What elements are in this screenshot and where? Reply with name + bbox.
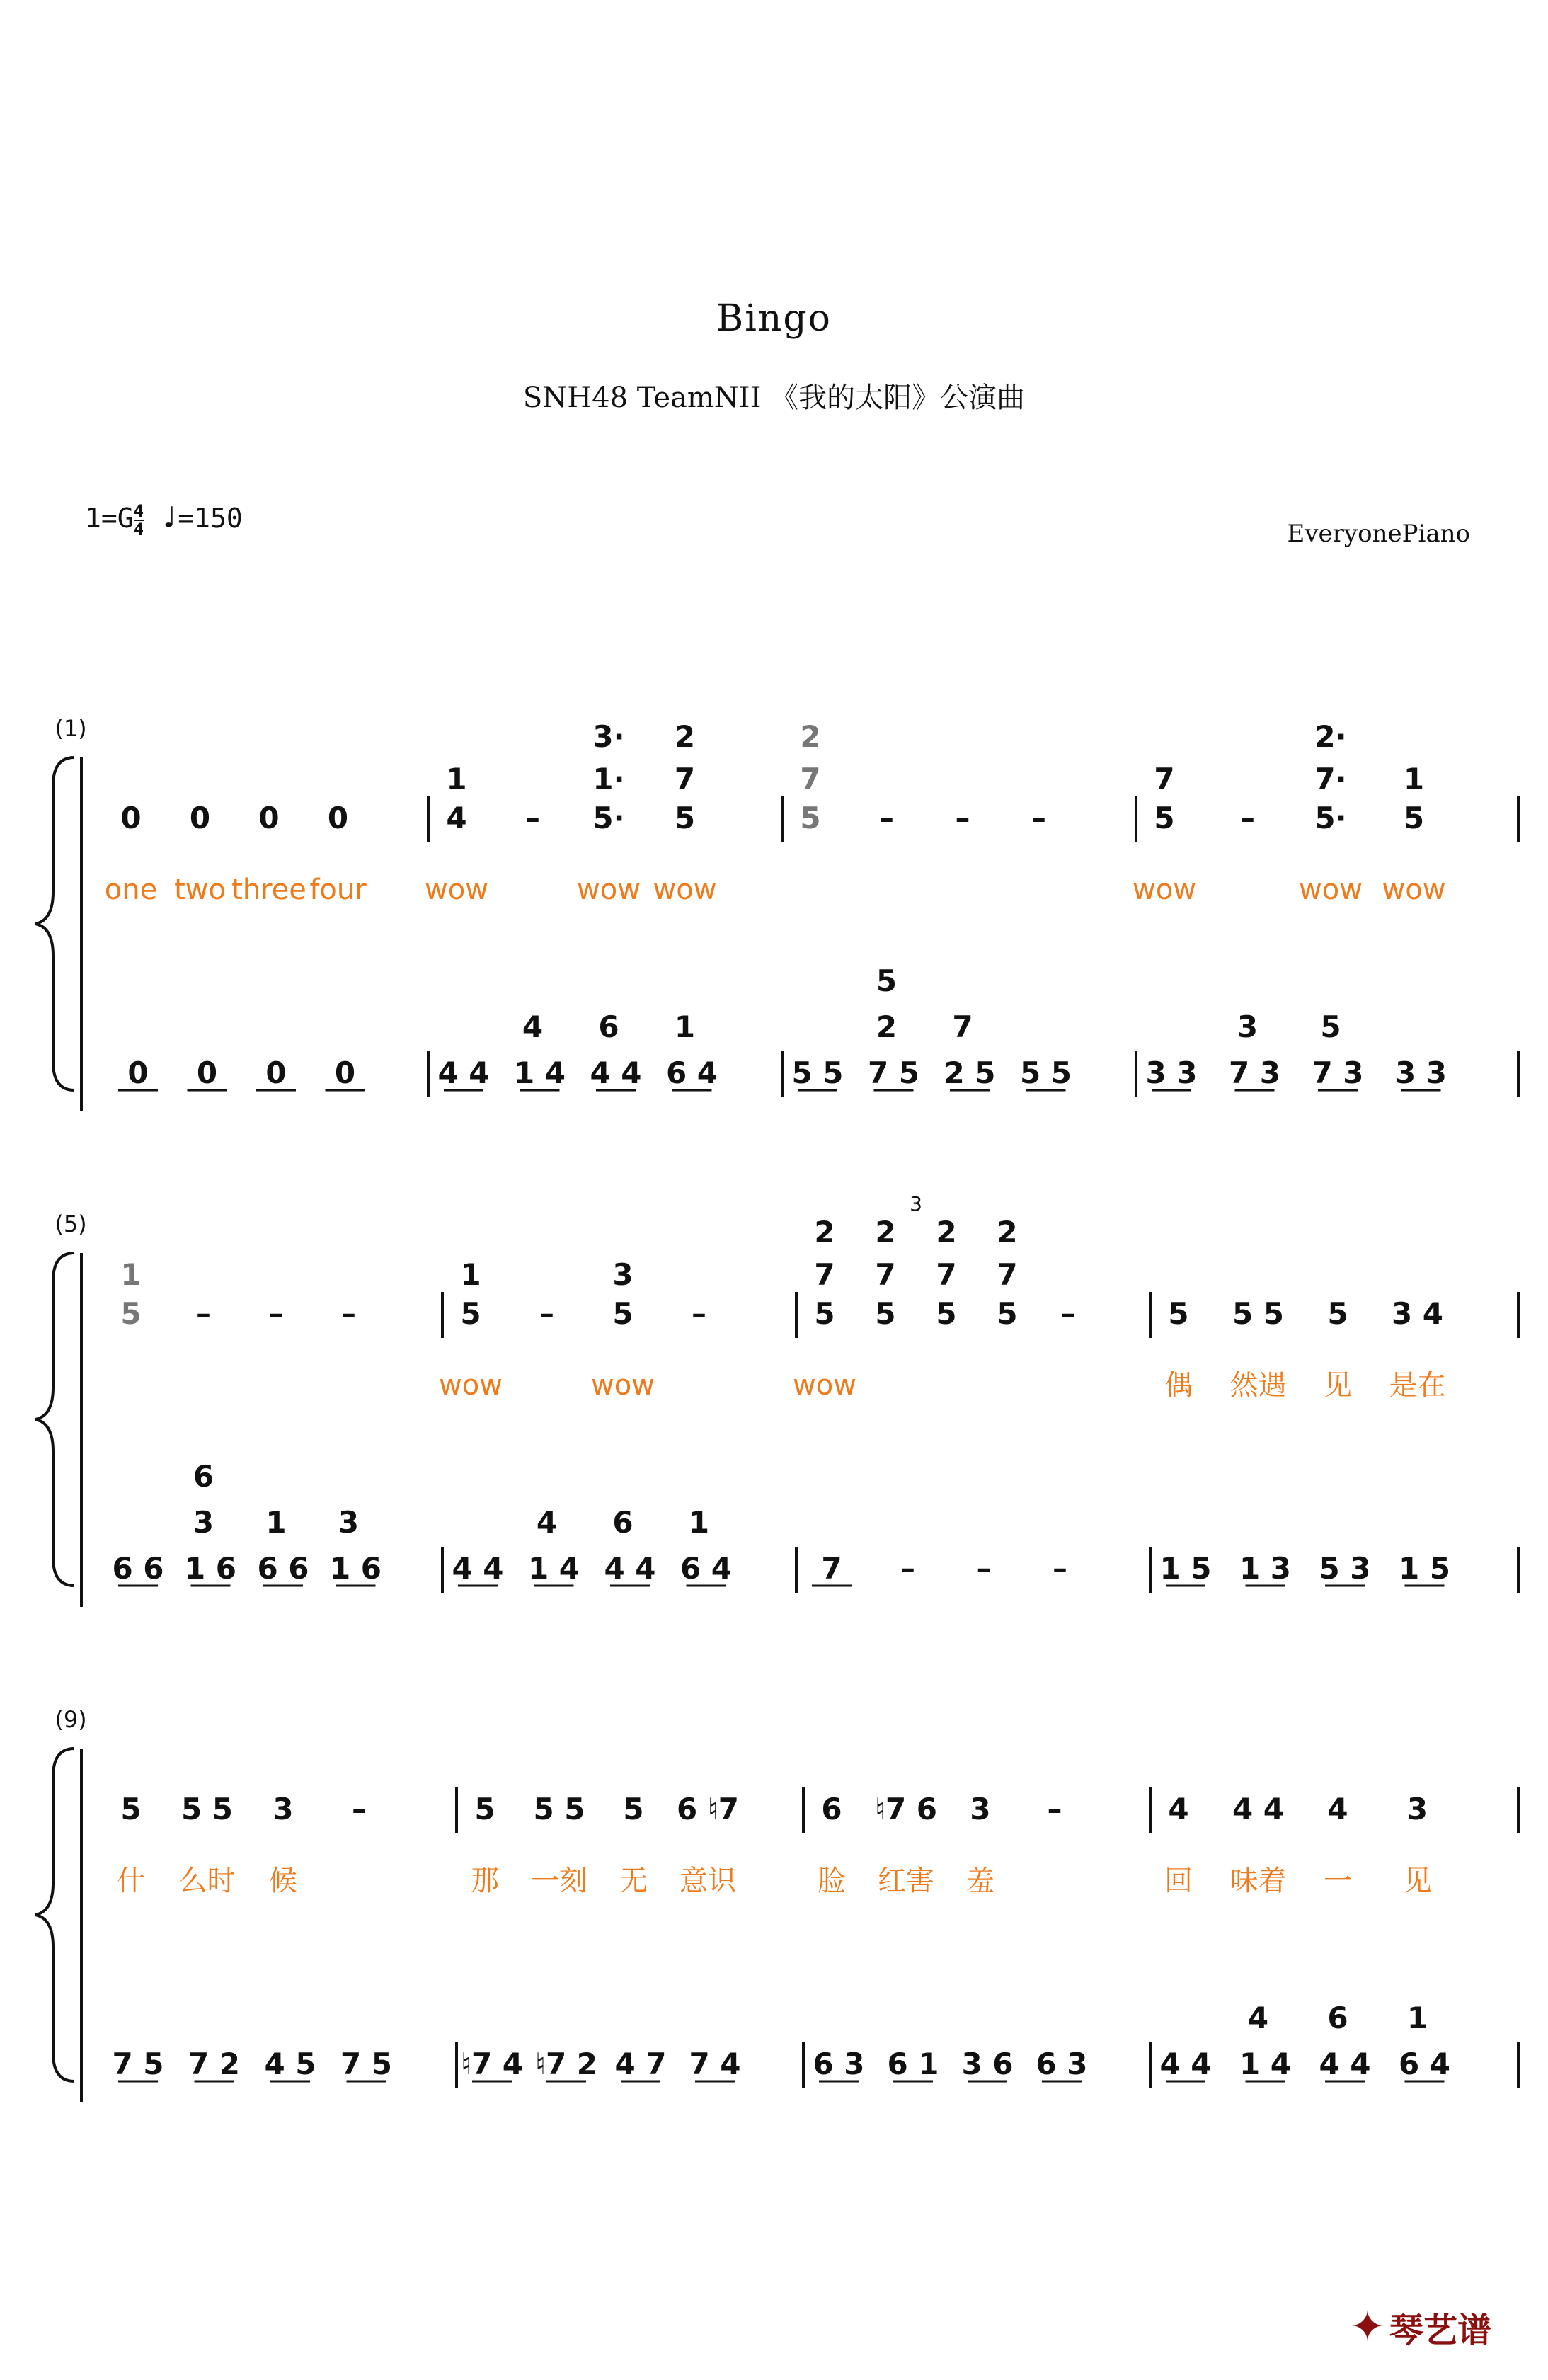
lyric: 一: [1324, 1865, 1352, 1897]
lyric: 无: [619, 1865, 648, 1897]
treble-note: ♮7 6: [874, 1792, 938, 1826]
bass-chord-note: 4: [536, 1505, 558, 1540]
treble-chord-note: 1: [120, 1257, 142, 1292]
treble-chord-note: 7: [875, 1257, 896, 1292]
bass-note: 7 5: [867, 1055, 920, 1090]
bass-note: 7 3: [1312, 1055, 1364, 1090]
treble-chord-note: 1·: [592, 762, 625, 796]
time-signature: $\frac{4}{4}$: [133, 500, 144, 539]
lyric: 候: [269, 1865, 297, 1897]
treble-chord-note: 7: [1154, 762, 1175, 796]
lyric: 回: [1164, 1865, 1193, 1897]
treble-note: 5 5: [533, 1792, 585, 1826]
bass-note: 6 4: [1398, 2047, 1451, 2081]
bass-note: 4 4: [1159, 2047, 1212, 2081]
treble-note: 5: [612, 1296, 633, 1331]
treble-note: 5: [936, 1296, 957, 1331]
treble-chord-note: 7: [936, 1257, 957, 1292]
bass-note: 0: [334, 1055, 356, 1090]
bass-note: 3 6: [961, 2047, 1014, 2081]
treble-note: 5: [674, 801, 696, 835]
bass-note: 4 4: [1319, 2047, 1371, 2081]
bass-note: 0: [265, 1055, 287, 1090]
treble-note: 5: [474, 1792, 495, 1826]
treble-note: –: [352, 1792, 367, 1826]
brace: [35, 1253, 74, 1586]
measure-number: (9): [55, 1706, 87, 1733]
treble-note: –: [1047, 1792, 1062, 1826]
lyric: 红害: [878, 1865, 934, 1897]
treble-note: –: [341, 1296, 356, 1331]
treble-chord-note: 2: [875, 1215, 896, 1249]
treble-chord-note: 2: [997, 1215, 1018, 1249]
treble-note: 0: [258, 801, 280, 835]
bass-note: 6 4: [680, 1551, 733, 1586]
treble-note: 4: [446, 801, 467, 835]
bass-note: –: [900, 1551, 915, 1586]
lyric: 见: [1324, 1369, 1352, 1402]
lyric: wow: [577, 874, 641, 906]
treble-note: 4 4: [1232, 1792, 1285, 1826]
bass-chord-note: 7: [952, 1009, 973, 1044]
lyric: 是在: [1389, 1369, 1446, 1402]
treble-note: –: [1060, 1296, 1076, 1331]
treble-note: –: [1031, 801, 1046, 835]
treble-note: 5: [120, 1792, 142, 1826]
lyric: 味着: [1229, 1865, 1287, 1897]
lyric: 偶: [1164, 1369, 1193, 1402]
brace: [35, 1749, 74, 2081]
bass-note: 6 4: [665, 1055, 718, 1090]
treble-note: 5: [120, 1296, 142, 1331]
treble-chord-note: 1: [460, 1257, 481, 1292]
bass-chord-note: 6: [193, 1459, 214, 1494]
treble-chord-note: 7·: [1314, 762, 1347, 796]
key-signature: 1=G: [85, 503, 134, 534]
lyric: wow: [591, 1369, 655, 1402]
treble-note: 5 5: [1232, 1296, 1285, 1331]
bass-note: ♮7 2: [534, 2047, 598, 2081]
bass-note: 3 3: [1394, 1055, 1447, 1090]
treble-note: 5: [1154, 801, 1175, 835]
bass-note: 5 3: [1319, 1551, 1371, 1586]
quarter-note-icon: ♩: [159, 500, 178, 534]
logo-text: 琴艺谱: [1389, 2310, 1491, 2350]
treble-note: 5: [875, 1296, 896, 1331]
lyric: wow: [425, 874, 488, 906]
measure-number: (5): [55, 1211, 87, 1237]
bass-note: 1 5: [1159, 1551, 1212, 1586]
treble-note: –: [692, 1296, 706, 1331]
bass-note: 4 4: [437, 1055, 490, 1090]
lyric: 然遇: [1229, 1369, 1287, 1402]
treble-chord-note: 7: [997, 1257, 1018, 1292]
treble-note: 5: [800, 801, 821, 835]
lyric: four: [309, 874, 367, 906]
treble-note: 0: [327, 801, 349, 835]
treble-note: 5: [997, 1296, 1018, 1331]
lyric: wow: [439, 1369, 503, 1402]
lyric: three: [231, 874, 306, 906]
treble-note: –: [268, 1296, 284, 1331]
brace: [35, 757, 74, 1090]
bass-note: 7 3: [1228, 1055, 1281, 1090]
treble-note: 3: [273, 1792, 294, 1826]
triplet-mark: 3: [910, 1192, 922, 1215]
bass-note: 3 3: [1145, 1055, 1198, 1090]
bass-chord-note: 5: [1320, 1009, 1341, 1044]
bass-note: 1 4: [1239, 2047, 1292, 2081]
treble-note: 5: [460, 1296, 481, 1331]
treble-note: 4: [1168, 1792, 1189, 1826]
treble-note: 5 5: [180, 1792, 234, 1826]
bass-note: 4 4: [452, 1551, 504, 1586]
lyric: 见: [1403, 1865, 1432, 1897]
bass-chord-note: 4: [522, 1009, 544, 1044]
bass-note: 4 5: [264, 2047, 316, 2081]
treble-note: 0: [120, 801, 142, 835]
treble-chord-note: 2·: [1314, 719, 1347, 754]
treble-note: –: [196, 1296, 211, 1331]
treble-chord-note: 7: [800, 762, 821, 796]
bass-chord-note: 5: [876, 963, 898, 998]
bass-note: 6 3: [1036, 2047, 1088, 2081]
bass-note: 2 5: [944, 1055, 996, 1090]
lyric: 什: [117, 1865, 145, 1897]
bass-note: 1 5: [1398, 1551, 1451, 1586]
bass-note: 7 4: [689, 2047, 741, 2081]
measure-number: (1): [55, 715, 87, 742]
treble-note: 5: [1403, 801, 1425, 835]
lyric: 羞: [966, 1865, 994, 1897]
lyric: 一刻: [531, 1865, 587, 1897]
treble-note: 0: [189, 801, 211, 835]
lyric: 那: [471, 1865, 499, 1897]
tempo-value: =150: [178, 503, 243, 534]
bass-note: 4 4: [590, 1055, 642, 1090]
treble-note: 6 ♮7: [676, 1792, 740, 1826]
treble-note: 5: [814, 1296, 835, 1331]
treble-note: –: [955, 801, 970, 835]
lyric: wow: [1382, 874, 1446, 906]
treble-chord-note: 2: [936, 1215, 957, 1249]
bass-note: –: [976, 1551, 992, 1586]
treble-chord-note: 1: [1403, 762, 1425, 796]
bass-note: 1 6: [184, 1551, 237, 1586]
site-logo: [1350, 2302, 1491, 2352]
bass-note: 5 5: [1019, 1055, 1072, 1090]
treble-chord-note: 7: [814, 1257, 835, 1292]
treble-chord-note: 2: [814, 1215, 835, 1249]
treble-note: 6: [821, 1792, 842, 1826]
treble-note: –: [879, 801, 894, 835]
bass-note: 6 1: [887, 2047, 939, 2081]
treble-note: 4: [1327, 1792, 1348, 1826]
bass-note: ♮7 4: [460, 2047, 524, 2081]
lyric: wow: [1133, 874, 1196, 906]
bass-note: 7 2: [188, 2047, 241, 2081]
bass-chord-note: 6: [1327, 2001, 1348, 2035]
treble-chord-note: 3: [612, 1257, 633, 1292]
bass-note: 1 3: [1239, 1551, 1292, 1586]
bass-chord-note: 3: [193, 1505, 214, 1540]
treble-chord-note: 1: [446, 762, 467, 796]
bass-chord-note: 2: [876, 1009, 898, 1044]
treble-chord-note: 7: [674, 762, 696, 796]
treble-chord-note: 2: [800, 719, 821, 754]
lyric: 么时: [178, 1865, 236, 1897]
treble-note: 5: [1168, 1296, 1189, 1331]
treble-note: 3: [970, 1792, 991, 1826]
treble-note: 5: [1327, 1296, 1348, 1331]
lyric: wow: [1299, 874, 1363, 906]
bass-chord-note: 4: [1247, 2001, 1269, 2035]
treble-chord-note: 3·: [592, 719, 625, 754]
bass-chord-note: 1: [688, 1505, 710, 1540]
bass-note: 5 5: [791, 1055, 844, 1090]
bass-chord-note: 6: [598, 1009, 619, 1044]
lyric: 意识: [680, 1865, 736, 1897]
bass-note: 7 5: [112, 2047, 164, 2081]
bass-note: –: [1053, 1551, 1067, 1586]
bass-note: 1 4: [513, 1055, 566, 1090]
bass-chord-note: 1: [1406, 2001, 1428, 2035]
bass-note: 4 7: [614, 2047, 667, 2081]
bass-note: 4 4: [604, 1551, 656, 1586]
music-note-logo-icon: ✦: [1349, 2302, 1385, 2352]
treble-note: 5: [623, 1792, 644, 1826]
bass-chord-note: 1: [265, 1505, 287, 1540]
arranger-credit: EveryonePiano: [1287, 520, 1470, 548]
lyric: 脸: [818, 1865, 846, 1897]
lyric: wow: [793, 1369, 856, 1402]
treble-note: –: [539, 1296, 554, 1331]
lyric: one: [104, 874, 158, 906]
bass-note: 6 3: [813, 2047, 865, 2081]
score-subtitle: SNH48 TeamNII 《我的太阳》公演曲: [522, 382, 1026, 414]
treble-chord-note: 2: [674, 719, 696, 754]
bass-chord-note: 6: [612, 1505, 633, 1540]
bass-note: 0: [127, 1055, 149, 1090]
score-title: Bingo: [716, 297, 832, 340]
treble-note: 5·: [1314, 801, 1347, 835]
treble-note: –: [1240, 801, 1255, 835]
bass-note: 7: [821, 1551, 842, 1586]
bass-note: 0: [196, 1055, 218, 1090]
bass-chord-note: 1: [674, 1009, 696, 1044]
lyric: two: [174, 874, 226, 906]
bass-note: 7 5: [340, 2047, 393, 2081]
bass-note: 1 4: [527, 1551, 580, 1586]
treble-note: –: [525, 801, 540, 835]
lyric: wow: [653, 874, 717, 906]
bass-note: 1 6: [329, 1551, 382, 1586]
treble-note: 3: [1406, 1792, 1428, 1826]
treble-note: 5·: [592, 801, 625, 835]
bass-note: 6 6: [112, 1551, 164, 1586]
bass-note: 6 6: [257, 1551, 309, 1586]
treble-note: 3 4: [1391, 1296, 1444, 1331]
bass-chord-note: 3: [1237, 1009, 1259, 1044]
bass-chord-note: 3: [338, 1505, 360, 1540]
